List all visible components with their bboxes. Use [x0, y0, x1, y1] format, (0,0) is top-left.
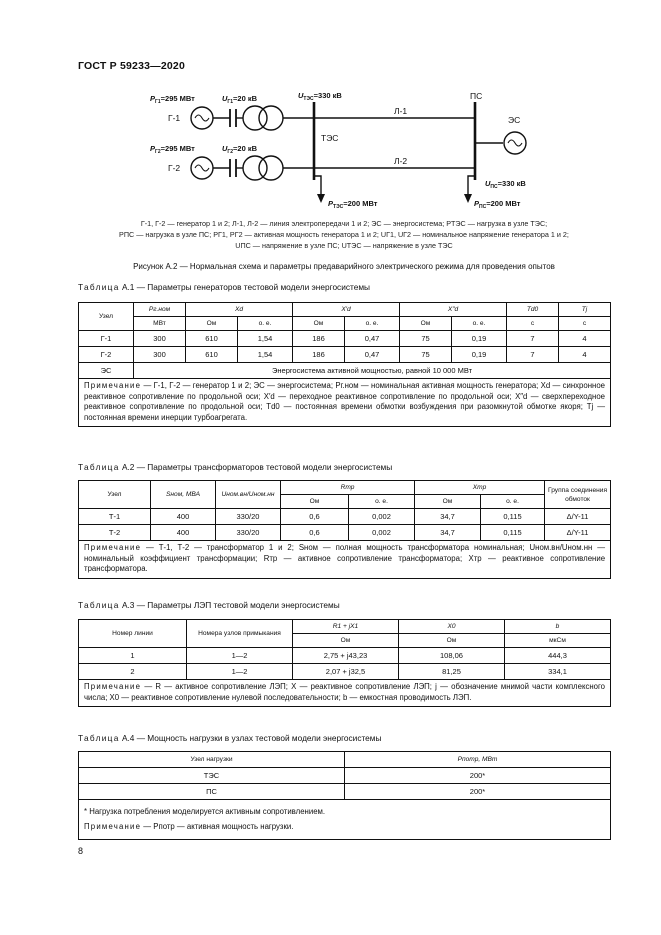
table-row: Г-2 300 610 1,54 186 0,47 75 0,19 7 4: [79, 347, 611, 363]
label-g2: Г-2: [168, 163, 181, 173]
svg-text:PТЭС=200 МВт: $P_{ТЭС}=200$ МВт: [328, 199, 378, 210]
table-a3-caption: Таблица А.3 — Параметры ЛЭП тестовой модели энергосистемы: [78, 600, 340, 610]
label-g1: Г-1: [168, 113, 181, 123]
svg-text:PГ1=295 МВт: $P_{Г1}=295$ МВт: [150, 94, 195, 105]
table-row: 2 1—2 2,07 + j32,5 81,25 334,1: [79, 664, 611, 680]
header-pnom: Pг.ном: [148, 306, 171, 313]
label-l2: Л-2: [394, 156, 408, 166]
ps-load-arrow: [464, 194, 472, 203]
table-row: ЭС Энергосистема активной мощностью, равной 10 000 МВт: [79, 363, 611, 379]
table-row: ПС 200*: [79, 784, 611, 800]
label-l1: Л-1: [394, 106, 408, 116]
label-es: ЭС: [508, 115, 521, 125]
table-a1-note: Примечание — Г-1, Г-2 — генератор 1 и 2; ЭС — энергосистема; Pг.ном — номинальная активная мощность генератора; Xd — синхронное реактивное сопротивление по продольной оси; X′d — переходное реактивное сопротивление по продольной оси; X″d — сверхпереходное реактивное сопротивление по продольной оси; Td0 — постоянная времени обмотки возбуждения при разомкнутой обмотке якоря; Tj — постоянная времени инерции турбоагрегата.: [79, 379, 611, 427]
table-a3-note: Примечание — R — активное сопротивление ЛЭП; X — реактивное сопротивление ЛЭП; j — обозначение мнимой части комплексного числа; X0 — реактивное сопротивление нулевой последовательности; b — емкостная проводимость ЛЭП.: [79, 680, 611, 707]
transformer-1-symbol-b: [259, 106, 283, 130]
label-tes: ТЭС: [321, 133, 339, 143]
figure-caption: Рисунок А.2 — Нормальная схема и параметры предаварийного электрического режима для проведения опытов: [133, 262, 555, 271]
table-a4-note: * Нагрузка потребления моделируется активным сопротивлением. Примечание — Pпотр — активная мощность нагрузки.: [79, 800, 611, 840]
table-row: Т-1 400 330/20 0,6 0,002 34,7 0,115 Δ/Y-11: [79, 509, 611, 525]
table-a2-caption: Таблица А.2 — Параметры трансформаторов тестовой модели энергосистемы: [78, 462, 393, 472]
table-row: Т-2 400 330/20 0,6 0,002 34,7 0,115 Δ/Y-11: [79, 525, 611, 541]
table-row: 1 1—2 2,75 + j43,23 108,06 444,3: [79, 648, 611, 664]
header-node: Узел: [79, 303, 134, 331]
table-a4-footnote: * Нагрузка потребления моделируется активным сопротивлением.: [84, 807, 326, 816]
svg-text:PГ2=295 МВт: $P_{Г2}=295$ МВт: [150, 144, 195, 155]
table-row: Г-1 300 610 1,54 186 0,47 75 0,19 7 4: [79, 331, 611, 347]
table-a4-caption: Таблица А.4 — Мощность нагрузки в узлах тестовой модели энергосистемы: [78, 733, 382, 743]
tes-load-arrow: [317, 194, 325, 203]
header-xd2: X″d: [447, 306, 459, 313]
transformer-2-symbol-b: [259, 156, 283, 180]
table-row: ТЭС 200*: [79, 768, 611, 784]
table-a1-caption: Таблица А.1 — Параметры генераторов тестовой модели энергосистемы: [78, 282, 370, 292]
svg-text:UТЭС=330 кВ: $U_{ТЭС}=330$ кВ: [298, 91, 342, 102]
document-header: ГОСТ Р 59233—2020: [78, 60, 186, 72]
header-td0: Td0: [526, 306, 539, 313]
table-a4: Узел нагрузки Pпотр, МВт ТЭС 200* ПС 200* * Нагрузка потребления моделируется активным сопротивлением. Примечание — Pпотр — активная мощность нагрузки.: [78, 751, 611, 840]
network-schematic: [78, 88, 588, 210]
table-a1: Узел Pг.ном Xd X′d X″d Td0 Tj МВт Ом о. е. Ом о. е. Ом о. е. с с Г-1 300 610 1,54 186 0,47 75 0,19 7 4 Г-2 300 610 1,54 186 0,47 75 0,19 7 4 ЭС Энергосистема активной мощностью, равной 10 000 МВт Примечание — Г-1, Г-2 — генератор 1 и 2; ЭС — энергосистема; Pг.ном — номинальная активная мощность генератора; Xd — синхронное реактивное сопротивление по продольной оси; X′d — переходное реактивное сопротивление по продольной оси; X″d — сверхпереходное реактивное сопротивление по продольной оси; Td0 — постоянная времени обмотки возбуждения при разомкнутой обмотке якоря; Tj — постоянная времени инерции турбоагрегата.: [78, 302, 611, 427]
svg-text:UГ2=20 кВ: $U_{Г2}=20$ кВ: [222, 144, 258, 155]
figure-legend: Г-1, Г-2 — генератор 1 и 2; Л-1, Л-2 — линия электропередачи 1 и 2; ЭС — энергосистема; PТЭС — нагрузка в узле ТЭС; PПС — нагрузка в узле ПС; PГ1, PГ2 — активная мощность генератора 1 и 2; UГ1, UГ2 — номинальное напряжение генератора 1 и 2; UПС — напряжение в узле ПС; UТЭС — напряжение в узле ТЭС: [119, 219, 569, 250]
table-a2-note: Примечание — Т-1, Т-2 — трансформатор 1 и 2; Sном — полная мощность трансформатора номинальная; Uном.вн/Uном.нн — номинальный коэффициент трансформации; Rтр — активное сопротивление трансформатора; Xтр — реактивное сопротивление трансформатора.: [79, 541, 611, 579]
label-ps: ПС: [470, 91, 483, 101]
svg-text:PПС=200 МВт: $P_{ПС}=200$ МВт: [474, 199, 521, 210]
svg-text:UГ1=20 кВ: $U_{Г1}=20$ кВ: [222, 94, 258, 105]
table-a3: Номер линии Номера узлов примыкания R1 + jX1 X0 b Ом Ом мкСм 1 1—2 2,75 + j43,23 108,06 444,3 2 1—2 2,07 + j32,5 81,25 334,1 Примечание — R — активное сопротивление ЛЭП; X — реактивное сопротивление ЛЭП; j — обозначение мнимой части комплексного числа; X0 — реактивное сопротивление нулевой последовательности; b — емкостная проводимость ЛЭП.: [78, 619, 611, 707]
table-a2: Узел Sном, МВА Uном.вн/Uном.нн Rтр Xтр Группа соединения обмоток Ом о. е. Ом о. е. Т-1 400 330/20 0,6 0,002 34,7 0,115 Δ/Y-11 Т-2 400 330/20 0,6 0,002 34,7 0,115 Δ/Y-11 Примечание — Т-1, Т-2 — трансформатор 1 и 2; Sном — полная мощность трансформатора номинальная; Uном.вн/Uном.нн — номинальный коэффициент трансформации; Rтр — активное сопротивление трансформатора; Xтр — реактивное сопротивление трансформатора.: [78, 480, 611, 579]
page-number: 8: [78, 846, 84, 856]
header-xd1: X′d: [341, 306, 351, 313]
header-xd: Xd: [234, 306, 244, 313]
header-tj: Tj: [581, 306, 588, 313]
svg-text:UПС=330 кВ: $U_{ПС}=330$ кВ: [485, 179, 526, 190]
